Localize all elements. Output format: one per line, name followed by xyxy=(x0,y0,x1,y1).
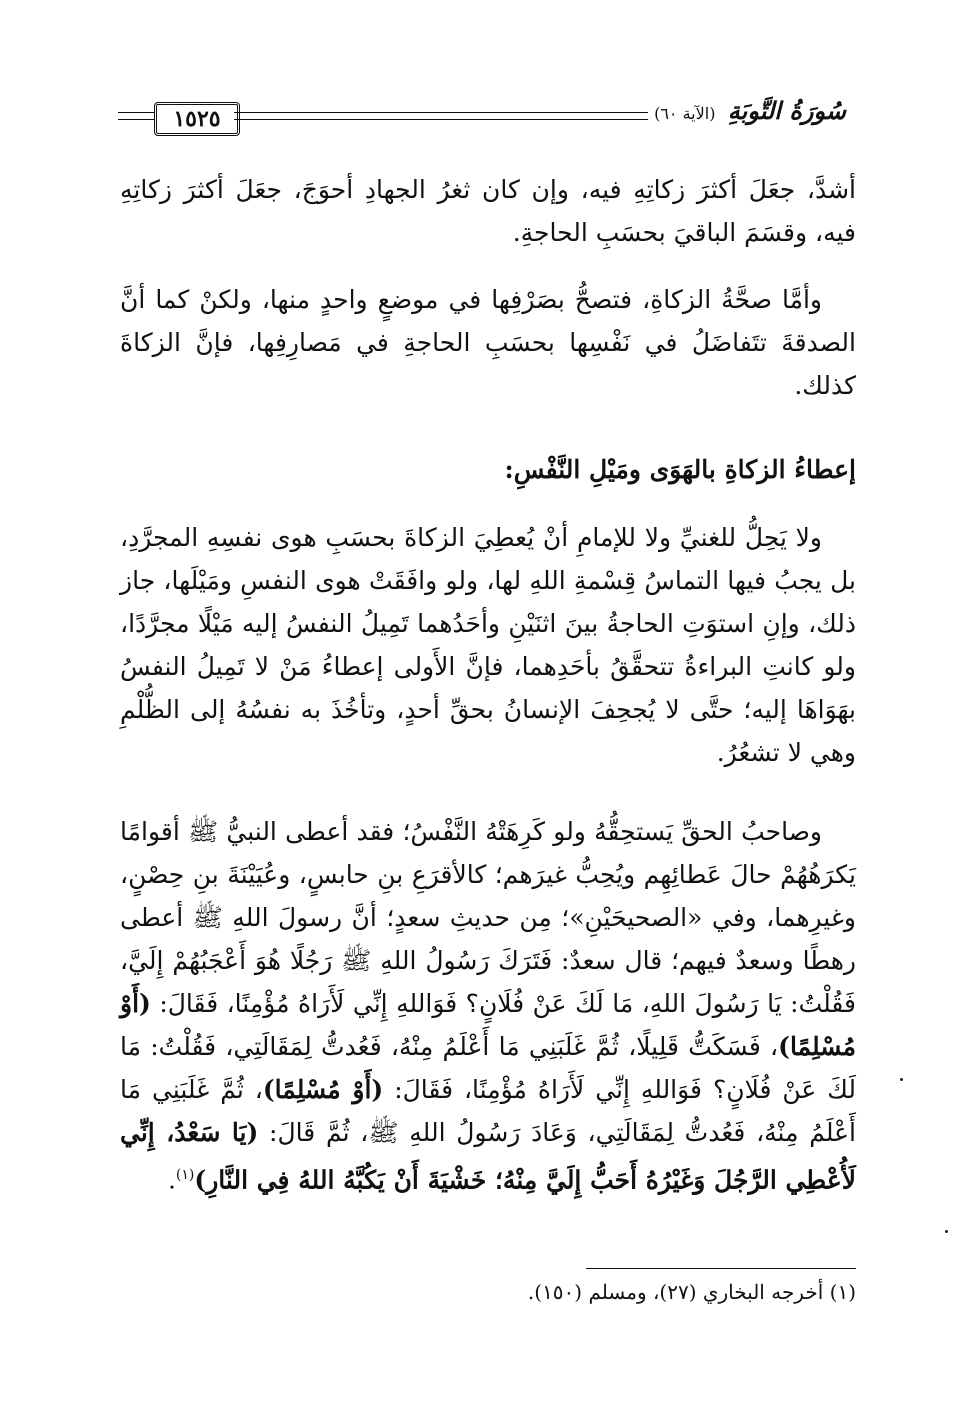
paragraph-2: وأمَّا صحَّةُ الزكاةِ، فتصحُّ بصَرْفِها في موضعٍ واحدٍ منها، ولكنْ كما أنَّ الصدقةَ تتَفاضَلُ في نَفْسِها بحسَبِ الحاجةِ في مَصارِفِها، فإنَّ الزكاةَ كذلك. xyxy=(120,285,856,400)
p4-text-a: وصاحبُ الحقِّ يَستحِقُّهُ ولو كَرِهَتْهُ النَّفْسُ؛ فقد أعطى النبيُّ ﷺ أقوامًا يَكرَهُهُمْ حالَ عَطائِهِم ويُحِبُّ غيرَهم؛ كالأقرَعِ بنِ حابسٍ، وعُيَيْنَةَ بنِ حِصْنٍ، وغيرِهما، وفي «الصحيحَيْنِ»؛ مِن حديثِ سعدٍ؛ أنَّ رسولَ اللهِ ﷺ أعطى رهطًا وسعدٌ فيهم؛ قال سعدٌ: فَتَرَكَ رَسُولُ اللهِ ﷺ رَجُلًا هُوَ أَعْجَبُهُمْ إِلَيَّ، فَقُلْتُ: يَا رَسُولَ اللهِ، مَا لَكَ عَنْ فُلَانٍ؟ فَوَاللهِ إِنِّي لَأَرَاهُ مُؤْمِنًا، فَقَالَ: xyxy=(120,817,856,1018)
p4-end: . xyxy=(167,1165,176,1195)
p4-text-d: ، ثُمَّ غَلَبَنِي مَا أَعْلَمُ مِنْهُ، فَعُدتُّ لِمَقَالَتِي، وَعَادَ رَسُولُ اللهِ ﷺ، ثُمَّ قَالَ: xyxy=(120,1075,856,1147)
surah-title: سُورَةُ التَّوبَةِ xyxy=(727,96,846,125)
scan-speck xyxy=(945,1230,948,1233)
header-rule-left xyxy=(118,112,154,120)
p4-text-c: ، فَسَكَتُّ قَلِيلًا، ثُمَّ غَلَبَنِي مَا أَعْلَمُ مِنْهُ، فَعُدتُّ لِمَقَالَتِي، فَقُلْتُ: مَا لَكَ عَنْ فُلَانٍ؟ فَوَاللهِ إِنِّي لَأَرَاهُ مُؤْمِنًا، فَقَالَ: xyxy=(120,1032,856,1104)
footnote: (١) أخرجه البخاري (٢٧)، ومسلم (١٥٠). xyxy=(527,1280,856,1304)
footnote-rule xyxy=(586,1268,856,1269)
header-title xyxy=(648,96,846,125)
paragraph-4 xyxy=(120,810,856,1201)
ayah-label: (الآية ٦٠) xyxy=(654,104,716,123)
hadith-quote-2: (أَوْ مُسْلِمًا) xyxy=(262,1075,384,1104)
paragraph-1: أشدَّ، جعَلَ أكثرَ زكاتِهِ فيه، وإن كان ثغرُ الجهادِ أحوَجَ، جعَلَ أكثرَ زكاتِهِ فيه، وقسَمَ الباقيَ بحسَبِ الحاجةِ. xyxy=(120,175,856,247)
footnote-reference: (١) xyxy=(175,1167,195,1183)
hadith-quote-3: (يَا سَعْدُ، إِنِّي لَأُعْطِي الرَّجُلَ وَغَيْرُهُ أَحَبُّ إِلَيَّ مِنْهُ؛ خَشْيَةَ أَنْ يَكُبَّهُ اللهُ فِي النَّارِ) xyxy=(120,1118,856,1195)
section-heading: إعطاءُ الزكاةِ بالهَوَى ومَيْلِ النَّفْسِ: xyxy=(504,455,856,484)
page-number: ١٥٢٥ xyxy=(154,102,240,136)
paragraph-3: ولا يَحِلُّ للغنيِّ ولا للإمامِ أنْ يُعطِيَ الزكاةَ بحسَبِ هوى نفسِهِ المجرَّدِ، بل يجبُ فيها التماسُ قِسْمةِ اللهِ لها، ولو وافَقَتْ هوى النفسِ ومَيْلَها، جاز ذلك، وإنِ استوَتِ الحاجةُ بينَ اثنَيْنِ وأحَدُهما تَمِيلُ النفسُ إليه مَيْلًا مجرَّدًا، ولو كانتِ البراءةُ تتحقَّقُ بأحَدِهما، فإنَّ الأَولى إعطاءُ مَنْ لا تَمِيلُ النفسُ بهَوَاهَا إليه؛ حتَّى لا يُجحِفَ الإنسانُ بحقِّ أحدٍ، وتأخُذَ به نفسُهُ إلى الظُّلْمِ وهي لا تشعُرُ. xyxy=(120,523,856,767)
hadith-quote-1: (أَوْ مُسْلِمًا) xyxy=(120,989,856,1061)
scan-speck xyxy=(900,1078,903,1081)
running-header xyxy=(118,96,846,140)
